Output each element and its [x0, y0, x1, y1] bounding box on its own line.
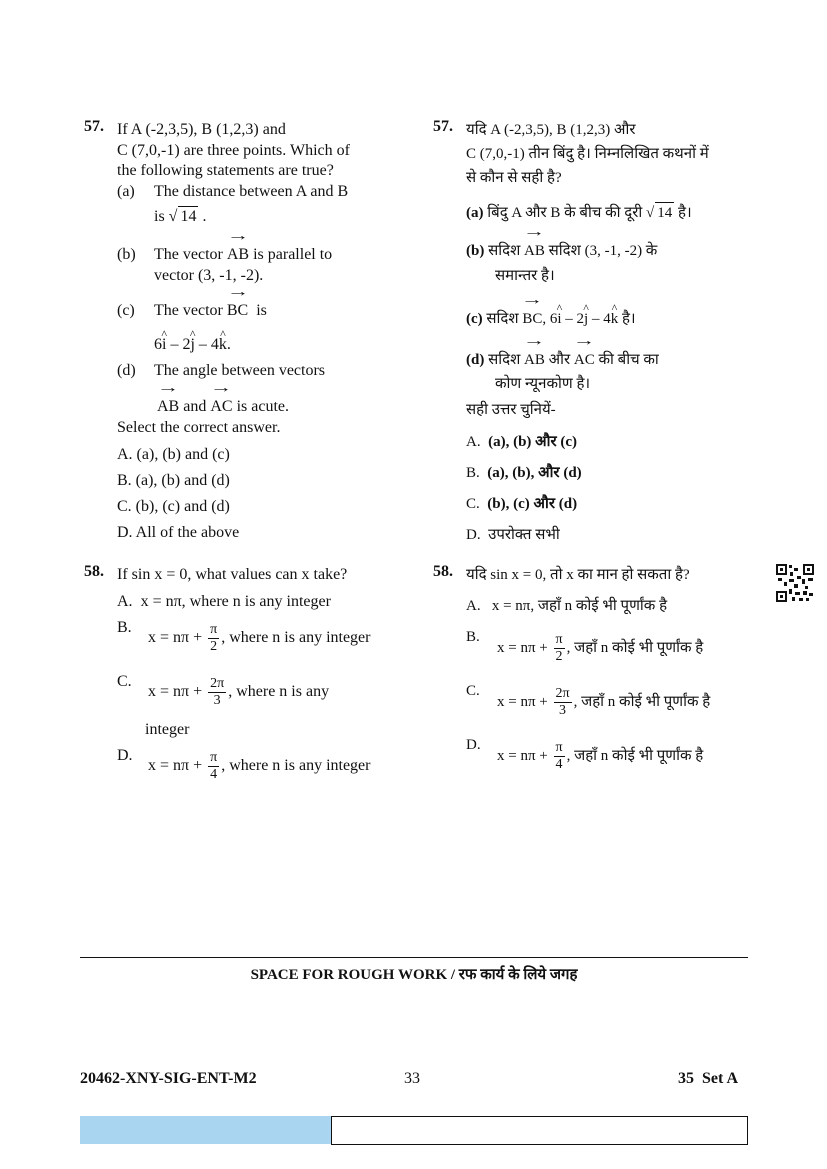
q57-en-b-post: is parallel to: [253, 246, 333, 263]
q58-hi-option-c[interactable]: [497, 686, 710, 719]
footer-empty-box: [331, 1116, 748, 1145]
q57-hi-d-vector1: → AB: [524, 350, 545, 370]
q57-hi-stem3: से कौन से सही है?: [466, 170, 562, 186]
q57-en-c-m2: – 2: [166, 336, 191, 353]
q58-hi-option-d[interactable]: [497, 740, 703, 773]
q57-en-c-j: ^ j: [190, 335, 194, 355]
q58-hi-d-den: 4: [555, 757, 563, 772]
q57-en-stem2: C (7,0,-1) are three points. Which of: [117, 142, 350, 159]
q58-hi-c-den: 3: [559, 703, 567, 718]
q57-hi-c-m2: – 2: [561, 311, 585, 327]
q58-hi-c-fraction: [554, 686, 572, 719]
q57-hi-d-text2: कोण न्यूनकोण है।: [495, 376, 591, 392]
q57-en-c-vector: → BC: [227, 301, 248, 321]
q57-en-d-line2: [157, 397, 289, 417]
q58-en-c-pre: x = nπ +: [148, 683, 203, 701]
q57-hi-stem2: C (7,0,-1) तीन बिंदु है। निम्नलिखित कथनों में: [466, 146, 709, 162]
q57-en-c-label: (c): [117, 302, 135, 319]
q58-en-option-a-text: x = nπ, where n is any integer: [140, 593, 331, 610]
q58-en-option-d-label: D.: [117, 747, 133, 764]
q58-en-option-c-label: C.: [117, 673, 132, 690]
q58-en-option-a-label: A.: [117, 593, 133, 610]
q57-en-option-d[interactable]: D. All of the above: [117, 524, 240, 541]
q58-hi-c-num: 2π: [555, 686, 570, 701]
footer-set-label: Set A: [702, 1070, 738, 1087]
q57-hi-a-root: 14: [655, 202, 674, 223]
q58-hi-d-fraction: [554, 740, 565, 773]
rough-work-heading: SPACE FOR ROUGH WORK / रफ कार्य के लिये जगह: [250, 967, 578, 983]
q58-en-d-post: , where n is any integer: [221, 757, 371, 775]
q57-hi-stem1: यदि A (-2,3,5), B (1,2,3) और: [466, 122, 636, 138]
q57-en-a-root: 14: [180, 208, 197, 225]
rough-work-divider: [80, 957, 748, 958]
q57-hi-d-vector2: → AC: [574, 350, 595, 370]
q58-en-option-b[interactable]: [148, 622, 370, 655]
q58-en-d-fraction: [208, 750, 219, 783]
q57-en-c-expr: 6^ i – 2^ j – 4^ k.: [154, 335, 231, 355]
q57-en-d-text1: The angle between vectors: [154, 362, 326, 379]
q58-hi-d-post: , जहाँ n कोई भी पूर्णांक है: [566, 747, 704, 764]
q57-hi-option-b-label: B.: [466, 465, 480, 481]
q58-en-option-b-label: B.: [117, 619, 132, 636]
q57-en-b-text2: vector (3, -1, -2).: [154, 267, 264, 284]
q57-hi-c-k: ^ k: [611, 309, 619, 329]
q58-hi-b-post: , जहाँ n कोई भी पूर्णांक है: [566, 639, 704, 656]
q57-en-c-line1: [154, 301, 267, 321]
q58-hi-d-num: π: [555, 740, 563, 755]
q58-en-option-a[interactable]: [117, 592, 331, 612]
q57-hi-d-pre: सदिश: [488, 352, 521, 368]
q57-hi-d-line1: [466, 350, 659, 370]
q57-en-d-and: and: [183, 398, 207, 415]
q57-en-select: Select the correct answer.: [117, 419, 281, 436]
q58-hi-b-den: 2: [555, 649, 563, 664]
q58-hi-number: 58.: [433, 563, 453, 580]
q57-hi-option-c[interactable]: [466, 494, 577, 514]
q58-en-c-den: 3: [213, 693, 221, 708]
q58-en-option-c[interactable]: [148, 676, 329, 709]
q57-hi-option-c-text: (b), (c) और (d): [487, 496, 578, 512]
q57-en-c-pre: The vector: [154, 302, 223, 319]
q57-en-d-label: (d): [117, 362, 136, 379]
q58-hi-option-c-label: C.: [466, 683, 480, 699]
q57-hi-option-a[interactable]: [466, 432, 577, 452]
q58-hi-option-a-label: A.: [466, 598, 481, 614]
q58-en-d-num: π: [210, 750, 218, 765]
q57-hi-a-line: (a) बिंदु A और B के बीच की दूरी √ 14 है।: [466, 202, 692, 223]
footer-set-number: 35: [678, 1070, 694, 1087]
q57-hi-b-post: सदिश (3, -1, -2) के: [548, 243, 658, 259]
q58-hi-option-a-text: x = nπ, जहाँ n कोई भी पूर्णांक है: [491, 598, 668, 614]
q57-en-number: 57.: [84, 118, 104, 135]
footer-paper-code: 20462-XNY-SIG-ENT-M2: [80, 1070, 257, 1087]
qr-code-icon: [775, 563, 815, 603]
q57-hi-c-i: ^ i: [557, 309, 561, 329]
q58-hi-b-num: π: [555, 632, 563, 647]
q57-hi-d-and: और: [548, 352, 571, 368]
q57-en-b-line1: [154, 245, 332, 265]
q58-en-option-d[interactable]: [148, 750, 370, 783]
q58-en-b-den: 2: [210, 639, 218, 654]
q57-hi-b-pre: सदिश: [488, 243, 521, 259]
q57-en-option-a[interactable]: A. (a), (b) and (c): [117, 446, 230, 463]
footer-color-bar: [80, 1116, 331, 1144]
q57-hi-option-d-label: D.: [466, 527, 481, 543]
q58-en-d-den: 4: [210, 767, 218, 782]
q57-hi-c-j: ^ j: [584, 309, 588, 329]
q57-en-stem3: the following statements are true?: [117, 162, 334, 179]
q57-en-c-6: 6: [154, 336, 162, 353]
q57-hi-d-post: की बीच का: [598, 352, 659, 368]
q57-hi-c-m4: – 4: [588, 311, 611, 327]
q57-en-b-vector: → AB: [227, 245, 249, 265]
q57-hi-b-vector: → AB: [524, 241, 545, 261]
q57-hi-c-line: (c) सदिश → BC, 6^ i – 2^ j – 4^ k है।: [466, 309, 636, 329]
q58-en-b-pre: x = nπ +: [148, 629, 203, 647]
q57-hi-c-pre: सदिश: [486, 311, 519, 327]
q58-hi-c-pre: x = nπ +: [497, 693, 548, 710]
q57-hi-b-text2: समान्तर है।: [495, 268, 555, 284]
q58-en-c-post: , where n is any: [228, 683, 330, 701]
q58-hi-option-d-label: D.: [466, 737, 481, 753]
q58-en-number: 58.: [84, 563, 104, 580]
q57-hi-a-pre: बिंदु A और B के बीच की दूरी: [487, 205, 643, 221]
q57-hi-option-a-label: A.: [466, 434, 481, 450]
q57-hi-a-label: (a): [466, 205, 484, 221]
q57-en-d-vector1: → AB: [157, 397, 179, 417]
q57-hi-option-d-text: उपरोक्त सभी: [488, 527, 560, 543]
q57-hi-option-a-text: (a), (b) और (c): [488, 434, 578, 450]
footer-page-number: 33: [404, 1070, 420, 1087]
q58-en-d-pre: x = nπ +: [148, 757, 203, 775]
q57-en-c-m4: – 4: [194, 336, 219, 353]
q57-en-c-post: is: [256, 302, 267, 319]
q57-hi-a-post: है।: [678, 205, 692, 221]
q57-en-c-k: ^ k: [219, 335, 227, 355]
q57-en-d-post: is acute.: [236, 398, 289, 415]
q58-hi-c-post: , जहाँ n कोई भी पूर्णांक है: [573, 693, 711, 710]
q58-hi-option-b[interactable]: [497, 632, 703, 665]
q58-en-c-num: 2π: [210, 676, 225, 691]
q57-hi-number: 57.: [433, 118, 453, 135]
q58-hi-stem: यदि sin x = 0, तो x का मान हो सकता है?: [466, 567, 690, 583]
q58-hi-d-pre: x = nπ +: [497, 747, 548, 764]
q57-hi-option-c-label: C.: [466, 496, 480, 512]
q58-en-b-num: π: [210, 622, 218, 637]
q57-en-a-text1: The distance between A and B: [154, 183, 349, 200]
q57-en-option-b[interactable]: B. (a), (b) and (d): [117, 472, 230, 489]
q58-en-b-post: , where n is any integer: [221, 629, 371, 647]
q58-hi-option-a[interactable]: [466, 596, 667, 616]
q57-en-c-i: ^ i: [162, 335, 166, 355]
q57-en-a-label: (a): [117, 183, 135, 200]
q57-hi-option-b-text: (a), (b), और (d): [487, 465, 582, 481]
q57-hi-d-label: (d): [466, 352, 485, 368]
footer-set: [678, 1070, 738, 1088]
q57-en-option-c[interactable]: C. (b), (c) and (d): [117, 498, 230, 515]
q58-en-c-fraction: [208, 676, 226, 709]
q57-hi-b-label: (b): [466, 243, 485, 259]
q57-en-a-is: is: [154, 208, 165, 225]
q57-hi-option-b[interactable]: [466, 463, 582, 483]
q58-hi-b-pre: x = nπ +: [497, 639, 548, 656]
q57-en-b-pre: The vector: [154, 246, 223, 263]
q57-hi-select: सही उत्तर चुनियें-: [466, 402, 556, 418]
q58-hi-b-fraction: [554, 632, 565, 665]
q57-en-b-label: (b): [117, 246, 136, 263]
q57-hi-option-d[interactable]: [466, 525, 560, 545]
q57-hi-c-vector: → BC: [522, 309, 542, 329]
q58-en-b-fraction: [208, 622, 219, 655]
q57-en-a-text2: is √ 14 .: [154, 208, 207, 225]
q57-hi-c-post: है।: [621, 311, 636, 327]
q58-en-stem: If sin x = 0, what values can x take?: [117, 566, 348, 583]
q57-en-stem1: If A (-2,3,5), B (1,2,3) and: [117, 121, 286, 138]
q57-hi-b-line1: [466, 241, 657, 261]
q57-en-d-vector2: → AC: [210, 397, 232, 417]
q57-hi-c-label: (c): [466, 311, 483, 327]
q57-hi-c-6: 6: [549, 311, 558, 327]
q58-en-option-c-cont: integer: [145, 721, 190, 738]
q58-hi-option-b-label: B.: [466, 629, 480, 645]
